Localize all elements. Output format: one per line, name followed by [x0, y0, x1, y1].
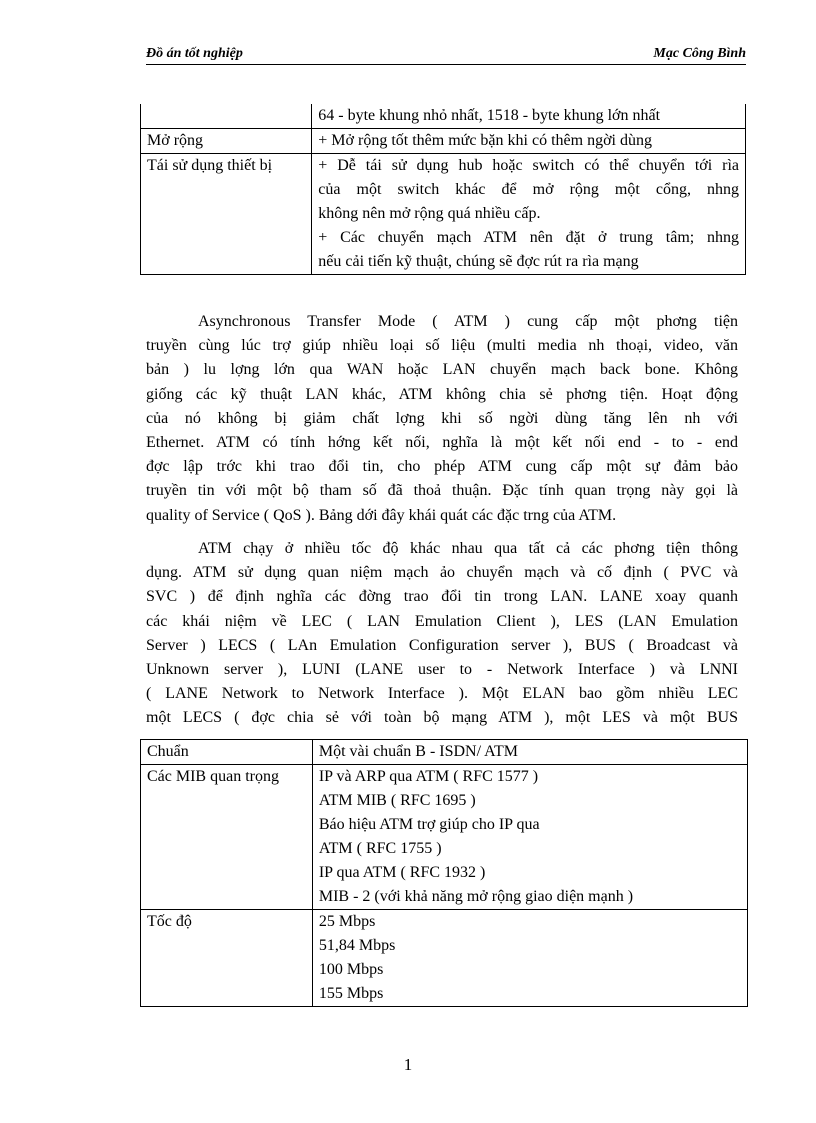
paragraph-line: truyền cùng lúc trợ giúp nhiều loại số liệu (multi media nh thoại, video, văn — [146, 337, 738, 355]
cell-line: 51,84 Mbps — [318, 937, 396, 954]
table-cell-value — [312, 154, 746, 275]
paragraph-line: dụng. ATM sử dụng quan niệm mạch ảo chuyển mạch và cố định ( PVC và — [146, 564, 738, 582]
cell-line: IP qua ATM ( RFC 1932 ) — [318, 864, 486, 881]
table-cell-label: Chuẩn — [141, 740, 313, 765]
paragraph-line: một LECS ( đợc chia sẻ với toàn bộ mạng ATM ), một LES và một BUS — [146, 709, 738, 727]
cell-line: 100 Mbps — [318, 961, 384, 978]
cell-line: Một vài chuẩn B - ISDN/ ATM — [318, 743, 518, 760]
paragraph-line: ATM chạy ở nhiều tốc độ khác nhau qua tất cả các phơng tiện thông — [198, 540, 738, 557]
paragraph-line: SVC ) để định nghĩa các đờng trao đổi tin trong LAN. LANE xoay quanh — [146, 588, 738, 606]
paragraph-line: các khái niệm về LEC ( LAN Emulation Client ), LES (LAN Emulation — [146, 612, 738, 630]
table-row — [141, 740, 748, 765]
table-row — [141, 910, 748, 1007]
table-cell-value — [312, 765, 747, 910]
cell-line: 64 - byte khung nhỏ nhất, 1518 - byte khung lớn nhất — [318, 107, 661, 124]
table-cell-label: Mở rộng — [141, 129, 312, 154]
table-cell-value — [312, 910, 747, 1007]
paragraph-line: Asynchronous Transfer Mode ( ATM ) cung cấp một phơng tiện — [198, 313, 738, 330]
paragraph-line: bản ) lu lợng lớn qua WAN hoặc LAN chuyển mạch back bone. Không — [146, 361, 738, 379]
cell-line: Báo hiệu ATM trợ giúp cho IP qua — [318, 816, 540, 833]
paragraph-line: của nó không bị giảm chất lợng khi số ngời dùng tăng lên nh với — [146, 409, 738, 427]
table-cell-label: Tốc độ — [141, 910, 313, 1007]
table-cell-label: Tái sử dụng thiết bị — [141, 154, 312, 275]
table-cell-value — [312, 129, 746, 154]
cell-line: IP và ARP qua ATM ( RFC 1577 ) — [318, 768, 539, 785]
paragraph-line: Unknown server ), LUNI (LANE user to - Network Interface ) và LNNI — [146, 661, 738, 679]
table-cell-label: Các MIB quan trọng — [141, 765, 313, 910]
header-author: Mạc Công Bình — [653, 46, 746, 61]
cell-line: + Dễ tái sử dụng hub hoặc switch có thể chuyển tới rìa — [318, 157, 739, 174]
cell-line: 155 Mbps — [318, 985, 384, 1002]
paragraph-line: giống các kỹ thuật LAN khác, ATM không chia sẻ phơng tiện. Hoạt động — [146, 385, 738, 403]
cell-line: nếu cải tiến kỹ thuật, chúng sẽ đợc rút ra rìa mạng — [318, 253, 639, 270]
paragraph-line: truyền tin với một bộ tham số đã thoả thuận. Đặc tính quan trọng này gọi là — [146, 482, 738, 500]
table-row — [141, 154, 746, 275]
cell-line: MIB - 2 (với khả năng mở rộng giao diện mạnh ) — [318, 888, 634, 905]
header-title: Đồ án tốt nghiệp — [146, 46, 243, 61]
paragraph-line: ( LANE Network to Network Interface ). Một ELAN bao gồm nhiều LEC — [146, 685, 738, 703]
table-row — [141, 104, 746, 129]
atm-characteristics-table — [140, 739, 748, 1007]
cell-line: 25 Mbps — [318, 913, 376, 930]
table-row — [141, 129, 746, 154]
paragraph-line: quality of Service ( QoS ). Bảng dới đây khái quát các đặc trng của ATM. — [146, 506, 617, 524]
paragraph-line: Ethernet. ATM có tính hớng kết nối, nghĩa là một kết nối end - to - end — [146, 434, 738, 452]
page-number: 1 — [403, 1055, 413, 1074]
table-cell-value — [312, 104, 746, 129]
table-row — [141, 765, 748, 910]
cell-line: của một switch khác để mở rộng một cổng, nhng — [318, 181, 739, 198]
features-table — [140, 104, 746, 275]
paragraph-atm-intro — [146, 310, 738, 528]
table-cell-value — [312, 740, 747, 765]
paragraph-atm-speeds — [146, 537, 738, 731]
cell-line: + Các chuyển mạch ATM nên đặt ở trung tâm; nhng — [318, 229, 739, 246]
cell-line: + Mở rộng tốt thêm mức bặn khi có thêm ngời dùng — [318, 132, 652, 149]
cell-line: ATM MIB ( RFC 1695 ) — [318, 792, 476, 809]
paragraph-line: đợc lập trớc khi trao đổi tin, cho phép ATM cung cấp một sự đảm bảo — [146, 458, 738, 476]
table-cell-label — [141, 104, 312, 129]
cell-line: không nên mở rộng quá nhiều cấp. — [318, 205, 541, 222]
cell-line: ATM ( RFC 1755 ) — [318, 840, 442, 857]
page-header — [146, 44, 746, 65]
paragraph-line: Server ) LECS ( LAn Emulation Configuration server ), BUS ( Broadcast và — [146, 636, 738, 654]
